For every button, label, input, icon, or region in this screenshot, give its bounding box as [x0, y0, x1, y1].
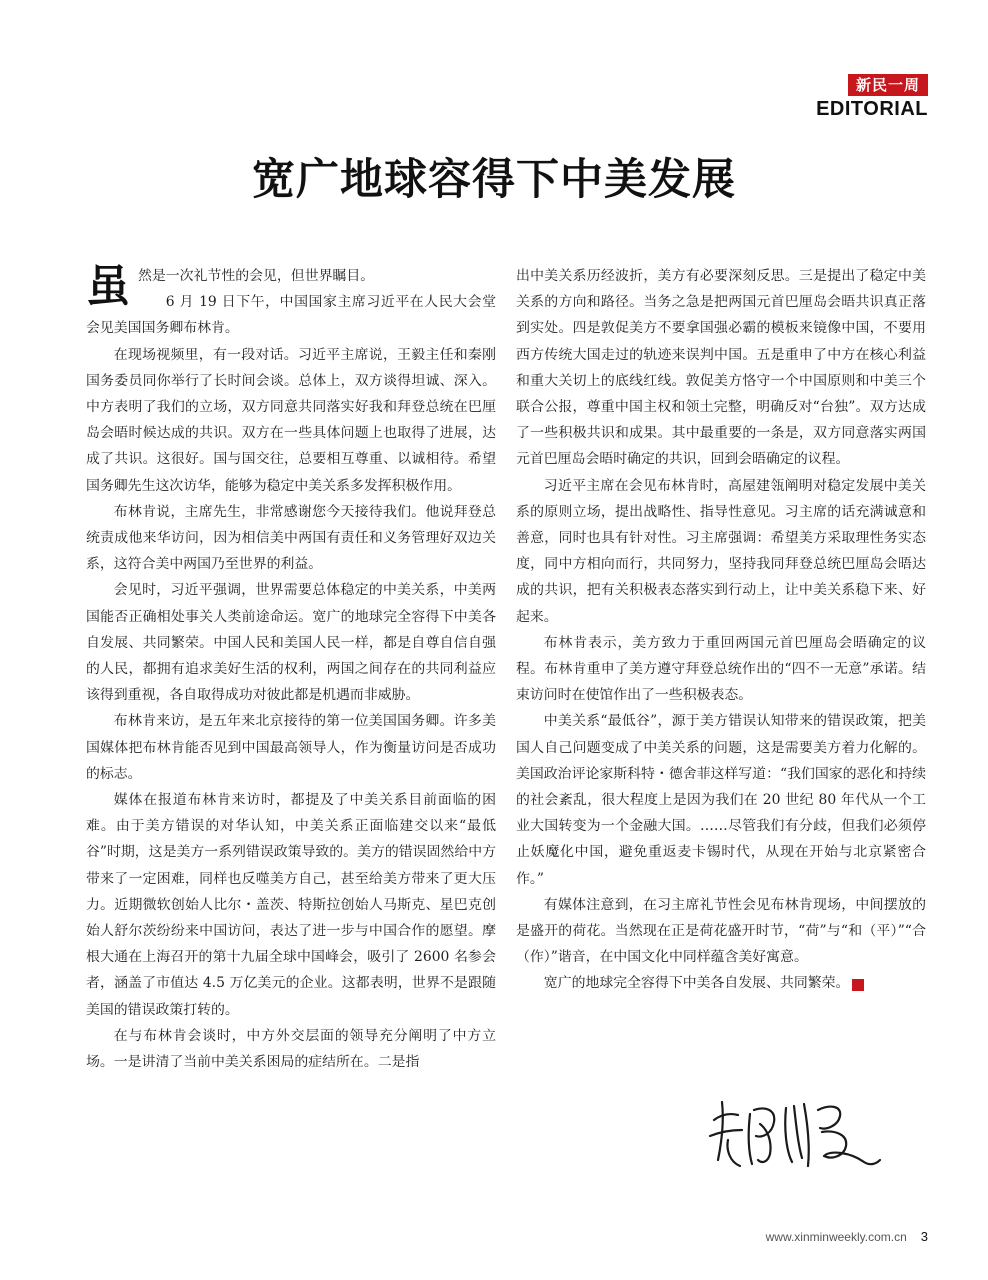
author-signature [700, 1080, 890, 1180]
paragraph: 布林肯来访，是五年来北京接待的第一位美国国务卿。许多美国媒体把布林肯能否见到中国最高领导人，作为衡量访问是否成功的标志。 [86, 713, 496, 782]
paragraph-text: 宽广的地球完全容得下中美各自发展、共同繁荣。 [543, 975, 850, 992]
paragraph: 媒体在报道布林肯来访时，都提及了中美关系目前面临的困难。由于美方错误的对华认知，中美关系正面临建交以来“最低谷”时期，这是美方一系列错误政策导致的。美方的错误固然给中方带来了一定困难，同样也反噬美方自己，甚至给美方带来了更大压力。近期微软创始人比尔・盖茨、特斯拉创始人马斯克、星巴克创始人舒尔茨纷纷来中国访问，表达了进一步与中国合作的愿望。摩根大通在上海召开的第十九届全球中国峰会，吸引了 2600 名参会者，涵盖了市值达 4.5 万亿美元的企业。这都表明，世界不是跟随美国的错误政策打转的。 [86, 792, 496, 1018]
article-column-left [86, 263, 496, 1075]
article-column-right [516, 263, 926, 997]
publication-brand [816, 74, 928, 121]
paragraph: 中美关系“最低谷”，源于美方错误认知带来的错误政策，把美国人自己问题变成了中美关系的问题，这是需要美方着力化解的。美国政治评论家斯科特・德舍菲这样写道：“我们国家的恶化和持续的社会紊乱，很大程度上是因为我们在 20 世纪 80 年代从一个工业大国转变为一个金融大国。……尽管我们有分歧，但我们必须停止妖魔化中国，避免重返麦卡锡时代，从现在开始与北京紧密合作。” [516, 713, 926, 887]
paragraph: 有媒体注意到，在习主席礼节性会见布林肯现场，中间摆放的是盛开的荷花。当然现在正是荷花盛开时节，“荷”与“和（平）”“合（作）”谐音，在中国文化中同样蕴含美好寓意。 [516, 896, 926, 966]
paragraph: 在与布林肯会谈时，中方外交层面的领导充分阐明了中方立场。一是讲清了当前中美关系困局的症结所在。二是指 [86, 1027, 496, 1071]
paragraph: 布林肯表示，美方致力于重回两国元首巴厘岛会晤确定的议程。布林肯重申了美方遵守拜登总统作出的“四不一无意”承诺。结束访问时在使馆作出了一些积极表态。 [516, 634, 926, 704]
paragraph: 习近平主席在会见布林肯时，高屋建瓴阐明对稳定发展中美关系的原则立场，提出战略性、指导性意见。习主席的话充满诚意和善意，同时也具有针对性。习主席强调：希望美方采取理性务实态度，同中方相向而行，共同努力，坚持我同拜登总统巴厘岛会晤达成的共识，把有关积极表态落实到行动上，让中美关系稳下来、好起来。 [516, 477, 926, 625]
article-title: 宽广地球容得下中美发展 [252, 155, 736, 205]
website-url: www.xinminweekly.com.cn [765, 1230, 907, 1244]
paragraph: 会见时，习近平强调，世界需要总体稳定的中美关系，中美两国能否正确相处事关人类前途命运。宽广的地球完全容得下中美各自发展、共同繁荣。中国人民和美国人民一样，都是自尊自信自强的人民，都拥有追求美好生活的权利，两国之间存在的共同利益应该得到重视，各自取得成功对彼此都是机遇而非威胁。 [86, 582, 496, 704]
page-footer [766, 1229, 928, 1244]
paragraph-text: 然是一次礼节性的会见，但世界瞩目。 [138, 268, 375, 284]
page-number: 3 [920, 1229, 928, 1244]
section-label: EDITORIAL [816, 98, 928, 120]
paragraph: 布林肯说，主席先生，非常感谢您今天接待我们。他说拜登总统责成他来华访问，因为相信美中两国有责任和义务管理好双边关系，这符合美中两国乃至世界的利益。 [86, 503, 496, 573]
end-mark-icon: 民 [852, 979, 864, 991]
paragraph: 6 月 19 日下午，中国国家主席习近平在人民大会堂会见美国国务卿布林肯。 [86, 294, 496, 337]
drop-cap: 虽 [86, 261, 130, 312]
paragraph [516, 970, 926, 996]
paragraph: 在现场视频里，有一段对话。习近平主席说，王毅主任和秦刚国务委员同你举行了长时间会谈。总体上，双方谈得坦诚、深入。中方表明了我们的立场，双方同意共同落实好我和拜登总统在巴厘岛会晤时候达成的共识。双方在一些具体问题上也取得了进展，达成了共识。这很好。国与国交往，总要相互尊重、以诚相待。希望国务卿先生这次访华，能够为稳定中美关系多发挥积极作用。 [86, 346, 496, 494]
paragraph: 出中美关系历经波折，美方有必要深刻反思。三是提出了稳定中美关系的方向和路径。当务之急是把两国元首巴厘岛会晤共识真正落到实处。四是敦促美方不要拿国强必霸的模板来镜像中国，不要用西方传统大国走过的轨迹来误判中国。五是重申了中方在核心利益和重大关切上的底线红线。敦促美方恪守一个中国原则和中美三个联合公报，尊重中国主权和领土完整，明确反对“台独”。双方达成了一些积极共识和成果。其中最重要的一条是，双方同意落实两国元首巴厘岛会晤时确定的共识，回到会晤确定的议程。 [516, 268, 926, 468]
brand-tag: 新民一周 [848, 74, 928, 96]
paragraph [86, 261, 496, 312]
